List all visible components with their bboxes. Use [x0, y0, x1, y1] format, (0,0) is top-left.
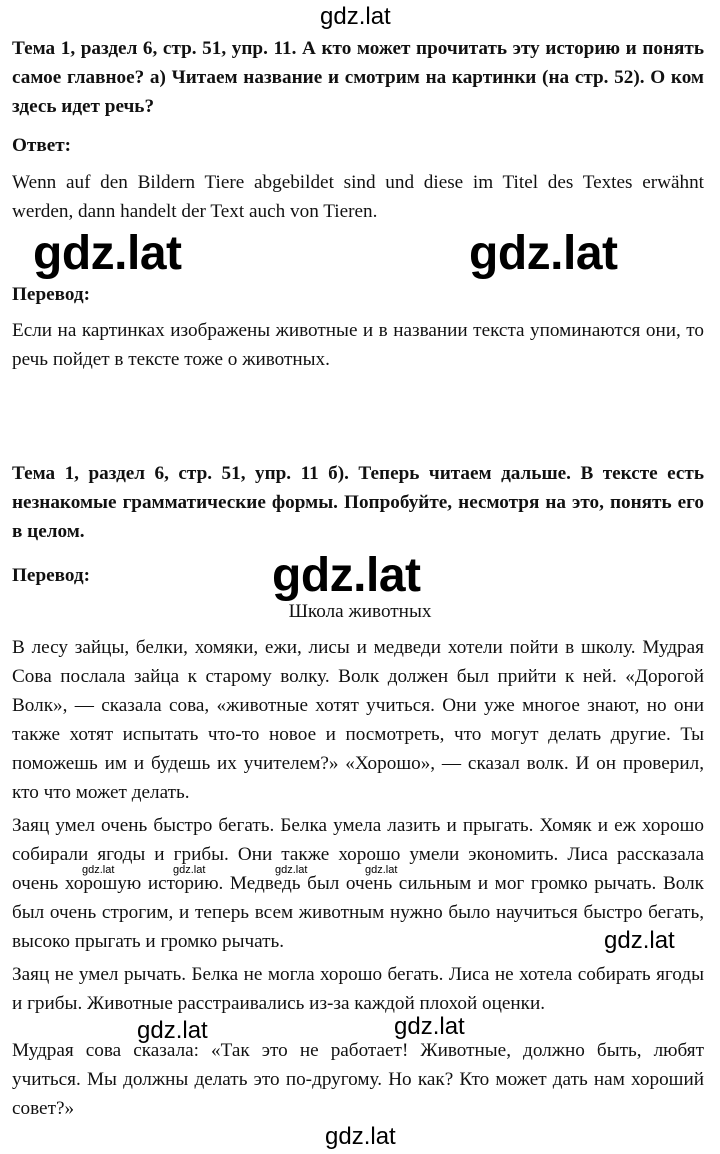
answer-label: Ответ:: [12, 135, 72, 156]
task-heading-1: Тема 1, раздел 6, стр. 51, упр. 11. А кто может прочитать эту историю и понять самое главное? а) Читаем название и смотрим на картинки (на стр. 52). О ком здесь идет речь?: [12, 38, 704, 117]
story-paragraph: Заяц умел очень быстро бегать. Белка умела лазить и прыгать. Хомяк и еж хорошо собирали ягоды и грибы. Они также хорошо умели экономить. Лиса рассказала очень хорошую историю. Медведь был очень сильным и мог громко рычать. Волк был очень строгим, и теперь всем животным нужно было научиться быстро бегать, высоко прыгать и громко рычать.: [12, 815, 704, 952]
watermark-logo: gdz.lat: [394, 1013, 465, 1040]
translation-label-1: Перевод:: [12, 284, 90, 305]
task-heading-2: Тема 1, раздел 6, стр. 51, упр. 11 б). Теперь читаем дальше. В тексте есть незнакомые грамматические формы. Попробуйте, несмотря на это, понять его в целом.: [12, 463, 704, 542]
watermark-logo: gdz.lat: [320, 3, 391, 30]
watermark-logo: gdz.lat: [325, 1123, 396, 1150]
answer-text: Wenn auf den Bildern Tiere abgebildet sind und diese im Titel des Textes erwähnt werden, dann handelt der Text auch von Tieren.: [12, 172, 704, 222]
story-paragraph: Заяц не умел рычать. Белка не могла хорошо бегать. Лиса не хотела собирать ягоды и грибы. Животные расстраивались из-за каждой плохой оценки.: [12, 964, 704, 1014]
watermark-logo: gdz.lat: [604, 927, 675, 954]
watermark-logo: gdz.lat: [272, 549, 421, 602]
translation-label-2: Перевод:: [12, 565, 90, 586]
watermark-logo: gdz.lat: [469, 227, 618, 280]
watermark-logo: gdz.lat: [173, 864, 206, 876]
watermark-logo: gdz.lat: [33, 227, 182, 280]
watermark-logo: gdz.lat: [137, 1017, 208, 1044]
story-paragraph: В лесу зайцы, белки, хомяки, ежи, лисы и медведи хотели пойти в школу. Мудрая Сова послала зайца к старому волку. Волк должен был прийти к ней. «Дорогой Волк», — сказала сова, «животные хотят учиться. Они уже многое знают, но они также хотят испытать что-то новое и посмотреть, что могут делать другие. Ты поможешь им и будешь их учителем?» «Хорошо», — сказал волк. И он проверил, кто что может делать.: [12, 637, 704, 803]
story-title: Школа животных: [288, 601, 432, 622]
watermark-logo: gdz.lat: [82, 864, 115, 876]
translation-text-1: Если на картинках изображены животные и в названии текста упоминаются они, то речь пойдет в тексте тоже о животных.: [12, 320, 704, 370]
watermark-logo: gdz.lat: [275, 864, 308, 876]
story-paragraph: Мудрая сова сказала: «Так это не работает! Животные, должно быть, любят учиться. Мы должны делать это по-другому. Но как? Кто может дать нам хороший совет?»: [12, 1040, 704, 1119]
watermark-logo: gdz.lat: [365, 864, 398, 876]
